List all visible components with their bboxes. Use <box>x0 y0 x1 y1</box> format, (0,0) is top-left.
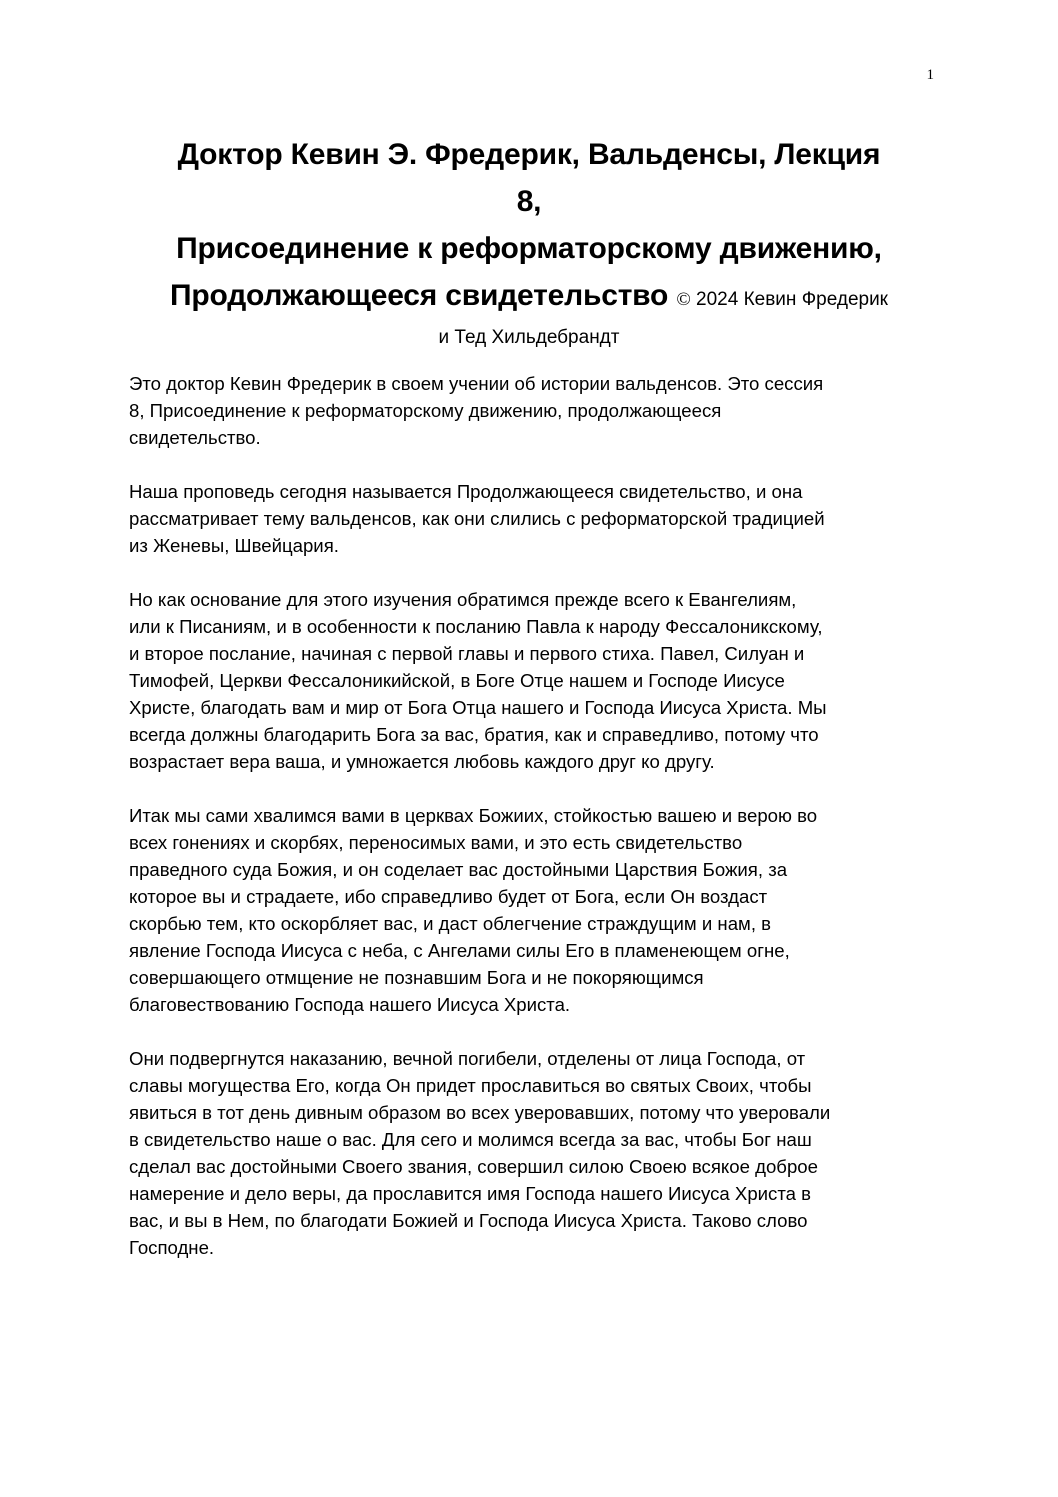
text-line: Но как основание для этого изучения обратимся прежде всего к Евангелиям, <box>129 589 797 610</box>
text-line: Наша проповедь сегодня называется Продолжающееся свидетельство, и она <box>129 481 803 502</box>
text-line: или к Писаниям, и в особенности к посланию Павла к народу Фессалоникскому, <box>129 616 823 637</box>
text-line: Это доктор Кевин Фредерик в своем учении об истории вальденсов. Это сессия <box>129 373 824 394</box>
text-line: явление Господа Иисуса с неба, с Ангелами силы Его в пламенеющем огне, <box>129 940 790 961</box>
text-line: из Женевы, Швейцария. <box>129 535 339 556</box>
text-line: намерение и дело веры, да прославится имя Господа нашего Иисуса Христа в <box>129 1183 812 1204</box>
text-line: праведного суда Божия, и он соделает вас достойными Царствия Божия, за <box>129 859 788 880</box>
text-line: 8, Присоединение к реформаторскому движению, продолжающееся <box>129 400 722 421</box>
text-line: Господне. <box>129 1237 215 1258</box>
text-line: и второе послание, начиная с первой главы и первого стиха. Павел, Силуан и <box>129 643 805 664</box>
text-line: в свидетельство наше о вас. Для сего и молимся всегда за вас, чтобы Бог наш <box>129 1129 812 1150</box>
title-line-2: 8, <box>516 185 542 218</box>
page-number: 1 <box>926 67 934 83</box>
body-text <box>129 370 949 1288</box>
text-line: Они подвергнутся наказанию, вечной погибели, отделены от лица Господа, от <box>129 1048 806 1069</box>
paragraph <box>129 1045 949 1261</box>
paragraph <box>129 478 949 559</box>
text-line: рассматривает тему вальденсов, как они слились с реформаторской традицией <box>129 508 825 529</box>
text-line: явиться в тот день дивным образом во всех уверовавших, потому что уверовали <box>129 1102 831 1123</box>
text-line: скорбью тем, кто оскорбляет вас, и даст облегчение страждущим и нам, в <box>129 913 772 934</box>
text-line: вас, и вы в Нем, по благодати Божией и Господа Иисуса Христа. Таково слово <box>129 1210 808 1231</box>
text-line: Христе, благодать вам и мир от Бога Отца нашего и Господа Иисуса Христа. Мы <box>129 697 827 718</box>
text-line: возрастает вера ваша, и умножается любовь каждого друг ко другу. <box>129 751 715 772</box>
text-line: благовествованию Господа нашего Иисуса Христа. <box>129 994 571 1015</box>
text-line: Итак мы сами хвалимся вами в церквах Божиих, стойкостью вашею и верою во <box>129 805 818 826</box>
title-line-4 <box>120 272 938 323</box>
title-line-4-text: Продолжающееся свидетельство <box>169 279 669 312</box>
paragraph <box>129 586 949 775</box>
document-title <box>120 131 938 353</box>
paragraph <box>129 802 949 1018</box>
copyright-symbol: © <box>676 289 691 310</box>
copyright-notice <box>676 289 888 310</box>
text-line: всегда должны благодарить Бога за вас, братия, как и справедливо, потому что <box>129 724 819 745</box>
text-line: Тимофей, Церкви Фессалоникийской, в Боге Отце нашем и Господе Иисусе <box>129 670 785 691</box>
title-line-3: Присоединение к реформаторскому движению, <box>176 232 882 265</box>
text-line: свидетельство. <box>129 427 261 448</box>
paragraph <box>129 370 949 451</box>
text-line: сделал вас достойными Своего звания, совершил силою Своею всякое доброе <box>129 1156 818 1177</box>
authors-line: и Тед Хильдебрандт <box>438 327 620 348</box>
text-line: совершающего отмщение не познавшим Бога и не покоряющимся <box>129 967 704 988</box>
text-line: славы могущества Его, когда Он придет прославиться во святых Своих, чтобы <box>129 1075 812 1096</box>
text-line: всех гонениях и скорбях, переносимых вами, и это есть свидетельство <box>129 832 743 853</box>
text-line: которое вы и страдаете, ибо справедливо будет от Бога, если Он воздаст <box>129 886 768 907</box>
copyright-text: 2024 Кевин Фредерик <box>696 289 888 310</box>
title-line-1: Доктор Кевин Э. Фредерик, Вальденсы, Лекция <box>177 138 881 171</box>
